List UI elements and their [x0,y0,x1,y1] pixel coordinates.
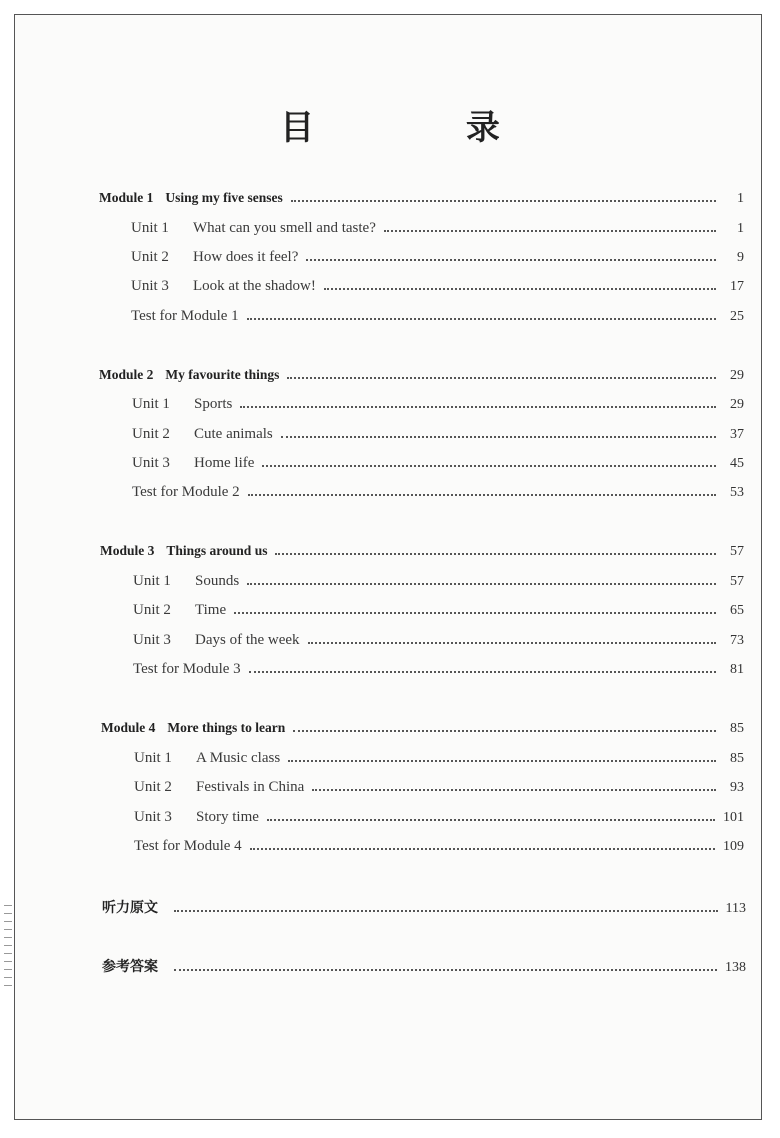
leader-dots [293,729,716,732]
toc-module-row[interactable] [99,367,744,389]
toc-unit-row[interactable] [132,396,744,418]
unit-number: Unit 3 [134,809,172,825]
leader-dots [234,611,716,614]
toc-unit-row[interactable] [133,573,744,595]
module-title: Things around us [166,543,268,558]
module-title: More things to learn [167,720,286,735]
leader-dots [174,968,717,971]
toc-unit-row[interactable] [134,809,744,831]
page-number: 113 [725,901,746,916]
unit-title: Sports [194,396,233,412]
unit-title: Sounds [195,573,240,589]
toc-unit-row[interactable] [133,632,744,654]
toc-extra-row[interactable] [102,956,746,978]
module-title: Using my five senses [165,190,283,205]
leader-dots [262,464,716,467]
module-number: Module 4 [101,720,156,735]
page-number: 109 [723,839,744,854]
edge-mark [4,921,12,922]
toc-unit-row[interactable] [134,779,744,801]
page-number: 29 [730,397,744,412]
extra-title: 参考答案 [102,959,158,975]
edge-mark [4,961,12,962]
toc-unit-row[interactable] [131,220,744,242]
edge-mark [4,953,12,954]
page-number: 53 [730,485,744,500]
unit-number: Unit 2 [134,779,172,795]
unit-number: Unit 1 [134,750,172,766]
module-number: Module 2 [99,367,154,382]
unit-number: Unit 1 [133,573,171,589]
edge-mark [4,937,12,938]
page-number: 57 [730,544,744,559]
page-title: 目 录 [280,108,570,148]
edge-mark [4,905,12,906]
leader-dots [291,199,716,202]
leader-dots [306,258,716,261]
toc-unit-row[interactable] [131,278,744,300]
toc-test-row[interactable] [134,838,744,860]
page-number: 1 [737,221,744,236]
unit-number: Unit 2 [133,602,171,618]
edge-mark [4,985,12,986]
toc-extra-row[interactable] [102,897,746,919]
module-number: Module 3 [100,543,155,558]
leader-dots [287,376,716,379]
page-number: 93 [730,780,744,795]
page-number: 65 [730,603,744,618]
leader-dots [312,788,716,791]
toc-test-row[interactable] [131,308,744,330]
toc-unit-row[interactable] [132,455,744,477]
test-title: Test for Module 2 [132,484,240,500]
unit-number: Unit 2 [131,249,169,265]
page-frame [14,14,762,1120]
unit-title: Home life [194,455,255,471]
leader-dots [384,229,716,232]
toc-test-row[interactable] [132,484,744,506]
leader-dots [288,759,716,762]
leader-dots [248,493,716,496]
unit-number: Unit 2 [132,426,170,442]
page-number: 73 [730,633,744,648]
toc-unit-row[interactable] [134,750,744,772]
leader-dots [247,582,716,585]
unit-title: Days of the week [195,632,300,648]
unit-title: Festivals in China [196,779,305,795]
page-number: 101 [723,810,744,825]
toc-unit-row[interactable] [133,602,744,624]
test-title: Test for Module 4 [134,838,242,854]
leader-dots [275,552,716,555]
unit-title: Time [195,602,227,618]
unit-title: Look at the shadow! [193,278,316,294]
page-number: 45 [730,456,744,471]
leader-dots [249,670,716,673]
toc-module-row[interactable] [100,543,744,565]
toc-unit-row[interactable] [131,249,744,271]
leader-dots [267,818,715,821]
toc-test-row[interactable] [133,661,744,683]
page-number: 17 [730,279,744,294]
leader-dots [247,317,716,320]
unit-title: What can you smell and taste? [193,220,376,236]
unit-number: Unit 1 [131,220,169,236]
leader-dots [281,435,716,438]
toc-module-row[interactable] [101,720,744,742]
leader-dots [174,909,718,912]
edge-mark [4,969,12,970]
edge-mark [4,945,12,946]
leader-dots [324,287,716,290]
extra-title: 听力原文 [102,900,158,916]
leader-dots [308,641,716,644]
unit-title: Cute animals [194,426,273,442]
edge-mark [4,913,12,914]
page-number: 9 [737,250,744,265]
unit-number: Unit 3 [132,455,170,471]
page-number: 85 [730,751,744,766]
page-number: 57 [730,574,744,589]
page-number: 1 [737,191,744,206]
leader-dots [250,847,715,850]
leader-dots [240,405,716,408]
page-number: 29 [730,368,744,383]
unit-number: Unit 1 [132,396,170,412]
toc-unit-row[interactable] [132,426,744,448]
unit-title: Story time [196,809,259,825]
page-number: 37 [730,427,744,442]
unit-number: Unit 3 [131,278,169,294]
page-number: 81 [730,662,744,677]
unit-title: A Music class [196,750,281,766]
page-number: 25 [730,309,744,324]
module-title: My favourite things [165,367,280,382]
toc-module-row[interactable] [99,190,744,212]
test-title: Test for Module 3 [133,661,241,677]
page-number: 138 [725,960,746,975]
page-number: 85 [730,721,744,736]
edge-mark [4,977,12,978]
edge-mark [4,929,12,930]
test-title: Test for Module 1 [131,308,239,324]
unit-title: How does it feel? [193,249,299,265]
unit-number: Unit 3 [133,632,171,648]
module-number: Module 1 [99,190,154,205]
